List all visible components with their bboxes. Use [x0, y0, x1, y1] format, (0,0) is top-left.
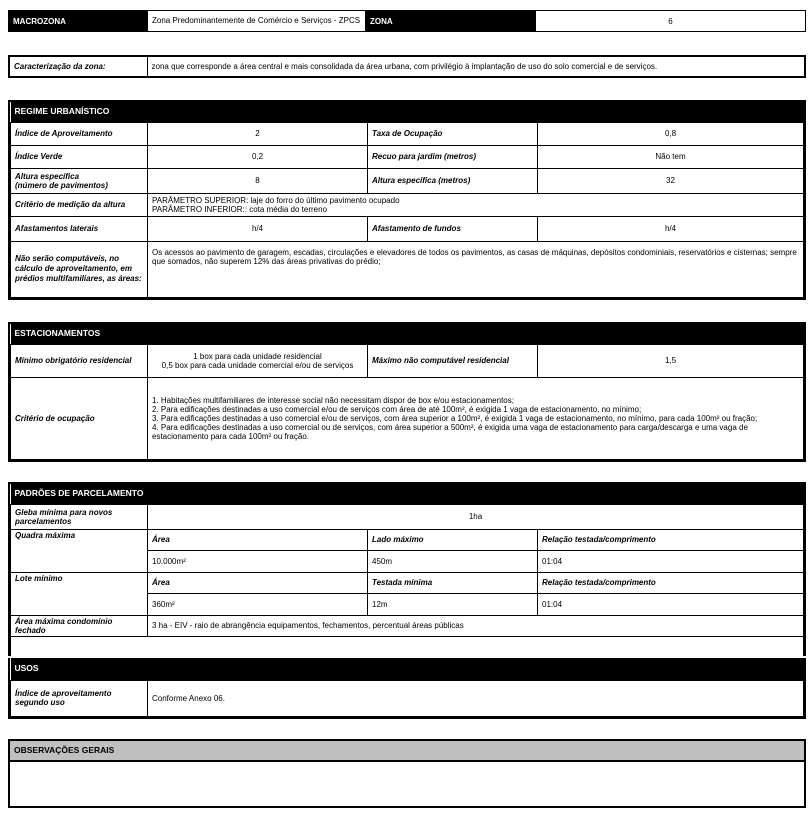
observacoes-section: [8, 739, 806, 808]
zone-header-block: [8, 10, 806, 32]
regime-title: REGIME URBANÍSTICO: [11, 102, 804, 122]
lote-area-value: 360m²: [148, 593, 368, 615]
zona-value: 6: [536, 11, 806, 32]
minimo-obrigatorio-value: [148, 344, 368, 377]
altura-pavimentos-value: 8: [148, 168, 368, 193]
criterio-ocupacao-value: [148, 377, 804, 459]
macrozona-label: MACROZONA: [9, 11, 148, 32]
minimo-obrigatorio-label: Mínimo obrigatório residencial: [11, 344, 148, 377]
lote-label: Lote mínimo: [11, 572, 148, 615]
lote-testada-value: 12m: [368, 593, 538, 615]
afastamentos-laterais-label: Afastamentos laterais: [11, 216, 148, 241]
afastamento-fundos-value: h/4: [538, 216, 804, 241]
altura-metros-value: 32: [538, 168, 804, 193]
criterio-altura-label: Critério de medição da altura: [11, 193, 148, 216]
maximo-nao-computavel-label: Máximo não computável residencial: [368, 344, 538, 377]
criterio-ocupacao-list: [152, 396, 799, 441]
minimo-line1: 1 box para cada unidade residencial: [193, 351, 322, 361]
taxa-ocupacao-label: Taxa de Ocupação: [368, 122, 538, 145]
indice-verde-value: 0,2: [148, 145, 368, 168]
recuo-label: Recuo para jardim (metros): [368, 145, 538, 168]
minimo-line2: 0,5 box para cada unidade comercial e/ou de serviços: [161, 360, 354, 370]
quadra-lado-value: 450m: [368, 550, 538, 572]
quadra-header-relacao: Relação testada/comprimento: [538, 529, 804, 550]
nao-computaveis-value: Os acessos ao pavimento de garagem, escadas, circulações e elevadores de todos os pavimentos, as casas de máquinas, depósitos condominiais, reservatórios e cisternas; sempre que somados, não superem 12% das áreas privativas do prédio;: [148, 241, 804, 297]
parcelamento-spacer: [11, 636, 804, 656]
criterio-altura-line2: PARÂMETRO INFERIOR:: cota média do terreno: [152, 204, 328, 214]
estacionamentos-section: [8, 322, 806, 462]
criterio-ocupacao-label: Critério de ocupação: [11, 377, 148, 459]
criterio-item: 1. Habitações multifamiliares de interesse social não necessitam dispor de box e/ou estacionamentos;: [152, 395, 514, 405]
quadra-header-area: Área: [148, 529, 368, 550]
criterio-altura-line1: PARÂMETRO SUPERIOR: laje do forro do último pavimento ocupado: [152, 195, 400, 205]
usos-section: [8, 658, 806, 719]
indice-segundo-uso-value: Conforme Anexo 06.: [148, 680, 804, 716]
criterio-item: 3. Para edificações destinadas a uso comercial e/ou de serviços, com área superior a 100m², é exigida 1 vaga de estacionamento, no mínimo, para cada 100m² ou fração;: [152, 413, 758, 423]
indice-verde-label: Índice Verde: [11, 145, 148, 168]
quadra-relacao-value: 01:04: [538, 550, 804, 572]
lote-header-area: Área: [148, 572, 368, 593]
criterio-item: 2. Para edificações destinadas a uso comercial e/ou de serviços com área de até 100m², é exigida 1 vaga de estacionamento, no mínimo;: [152, 404, 642, 414]
caracterizacao-value: zona que corresponde a área central e mais consolidada da área urbana, com privilégio à implantação de uso do solo comercial e de serviços.: [151, 62, 658, 71]
criterio-altura-value: [148, 193, 804, 216]
parcelamento-section: [8, 482, 806, 656]
maximo-nao-computavel-value: 1,5: [538, 344, 804, 377]
afastamentos-laterais-value: h/4: [148, 216, 368, 241]
afastamento-fundos-label: Afastamento de fundos: [368, 216, 538, 241]
altura-metros-label: Altura específica (metros): [368, 168, 538, 193]
altura-pavimentos-label-line1: Altura específica: [15, 171, 80, 181]
estacionamentos-title: ESTACIONAMENTOS: [11, 324, 804, 344]
observacoes-title: OBSERVAÇÕES GERAIS: [10, 741, 804, 761]
indice-aproveitamento-label: Índice de Aproveitamento: [11, 122, 148, 145]
usos-title: USOS: [11, 658, 804, 680]
lote-header-relacao: Relação testada/comprimento: [538, 572, 804, 593]
condominio-label: Área máxima condomínio fechado: [11, 615, 148, 636]
quadra-area-value: 10.000m²: [148, 550, 368, 572]
macrozona-value: Zona Predominantemente de Comércio e Serviços - ZPCS: [148, 11, 366, 32]
indice-aproveitamento-value: 2: [148, 122, 368, 145]
indice-segundo-uso-label: Índice de aproveitamento segundo uso: [11, 680, 148, 716]
quadra-header-lado: Lado máximo: [368, 529, 538, 550]
taxa-ocupacao-value: 0,8: [538, 122, 804, 145]
nao-computaveis-label: Não serão computáveis, no cálculo de aproveitamento, em prédios multifamiliares, as áreas:: [11, 241, 148, 297]
zona-label: ZONA: [366, 11, 536, 32]
gleba-label: Gleba mínima para novos parcelamentos: [11, 504, 148, 529]
recuo-value: Não tem: [538, 145, 804, 168]
altura-pavimentos-label-line2: (número de pavimentos): [15, 180, 108, 190]
regime-urbanistico-section: [8, 100, 806, 300]
caracterizacao-label: Caracterização da zona:: [10, 57, 147, 76]
quadra-label: Quadra máxima: [11, 529, 148, 572]
parcelamento-title: PADRÕES DE PARCELAMENTO: [11, 484, 804, 504]
condominio-value: 3 ha - EIV - raio de abrangência equipamentos, fechamentos, percentual áreas públicas: [148, 615, 804, 636]
criterio-item: 4. Para edificações destinadas a uso comercial ou de serviços, com área superior a 500m², é exigida uma vaga de estacionamento para carga/descarga e uma vaga de estacionamento para cada 100m² ou fração.: [152, 422, 748, 441]
caracterizacao-block: [8, 55, 806, 78]
lote-header-testada: Testada mínima: [368, 572, 538, 593]
lote-relacao-value: 01:04: [538, 593, 804, 615]
gleba-value: 1ha: [148, 504, 804, 529]
altura-pavimentos-label: [11, 168, 148, 193]
observacoes-body: [10, 761, 804, 806]
